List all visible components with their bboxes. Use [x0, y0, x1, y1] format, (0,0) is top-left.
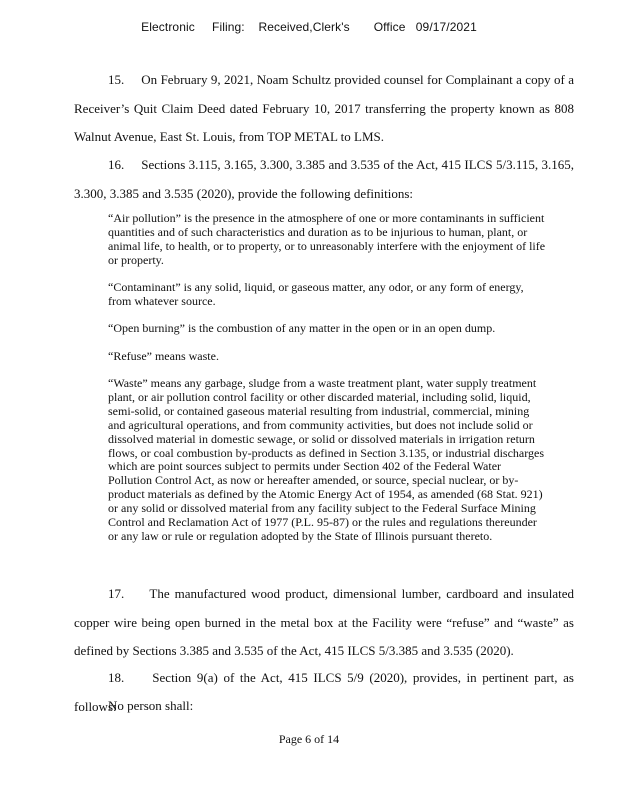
paragraph-15: 15. On February 9, 2021, Noam Schultz provided counsel for Complainant a copy of a Receiver’s Quit Claim Deed dated February 10, 2017 transferring the property known as 808 Walnut Avenue, East St. Louis, from TOP METAL to LMS.	[74, 72, 574, 144]
definition-air-pollution: “Air pollution” is the presence in the atmosphere of one or more contaminants in sufficient quantities and of such characteristics and duration as to be injurious to human, plant, or animal life, to health, or to property, or to unreasonably interfere with the enjoyment of life or property.	[108, 211, 546, 267]
no-person-shall-line: No person shall:	[108, 698, 194, 713]
paragraph-16: 16. Sections 3.115, 3.165, 3.300, 3.385 and 3.535 of the Act, 415 ILCS 5/3.115, 3.165, 3.300, 3.385 and 3.535 (2020), provide the following definitions:	[74, 157, 574, 201]
definition-waste: “Waste” means any garbage, sludge from a waste treatment plant, water supply treatment plant, or air pollution control facility or other discarded material, including solid, liquid, semi-solid, or contained gaseous material resulting from industrial, commercial, mining and agricultural operations, and from community activities, but does not include solid or dissolved material in domestic sewage, or solid or dissolved materials in irrigation return flows, or coal combustion by-products as defined in Section 3.135, or industrial discharges which are point sources subject to permits under Section 402 of the Federal Water Pollution Control Act, as now or hereafter amended, or source, special nuclear, or by-product materials as defined by the Atomic Energy Act of 1954, as amended (68 Stat. 921) or any solid or dissolved material from any facility subject to the Federal Surface Mining Control and Reclamation Act of 1977 (P.L. 95-87) or the rules and regulations thereunder or any law or rule or regulation adopted by the State of Illinois pursuant thereto.	[108, 376, 545, 543]
filing-stamp-header: Electronic Filing: Received,Clerk's Office 09/17/2021	[141, 20, 477, 34]
paragraph-18: 18. Section 9(a) of the Act, 415 ILCS 5/9 (2020), provides, in pertinent part, as follows:	[74, 670, 574, 714]
page-number: Page 6 of 14	[278, 732, 340, 746]
paragraph-17: 17. The manufactured wood product, dimensional lumber, cardboard and insulated copper wire being open burned in the metal box at the Facility were “refuse” and “waste” as defined by Sections 3.385 and 3.535 of the Act, 415 ILCS 5/3.385 and 3.535 (2020).	[74, 586, 574, 658]
definition-contaminant: “Contaminant” is any solid, liquid, or gaseous matter, any odor, or any form of energy, from whatever source.	[108, 280, 524, 308]
definition-refuse: “Refuse” means waste.	[108, 349, 219, 363]
definition-open-burning: “Open burning” is the combustion of any matter in the open or in an open dump.	[108, 321, 496, 335]
